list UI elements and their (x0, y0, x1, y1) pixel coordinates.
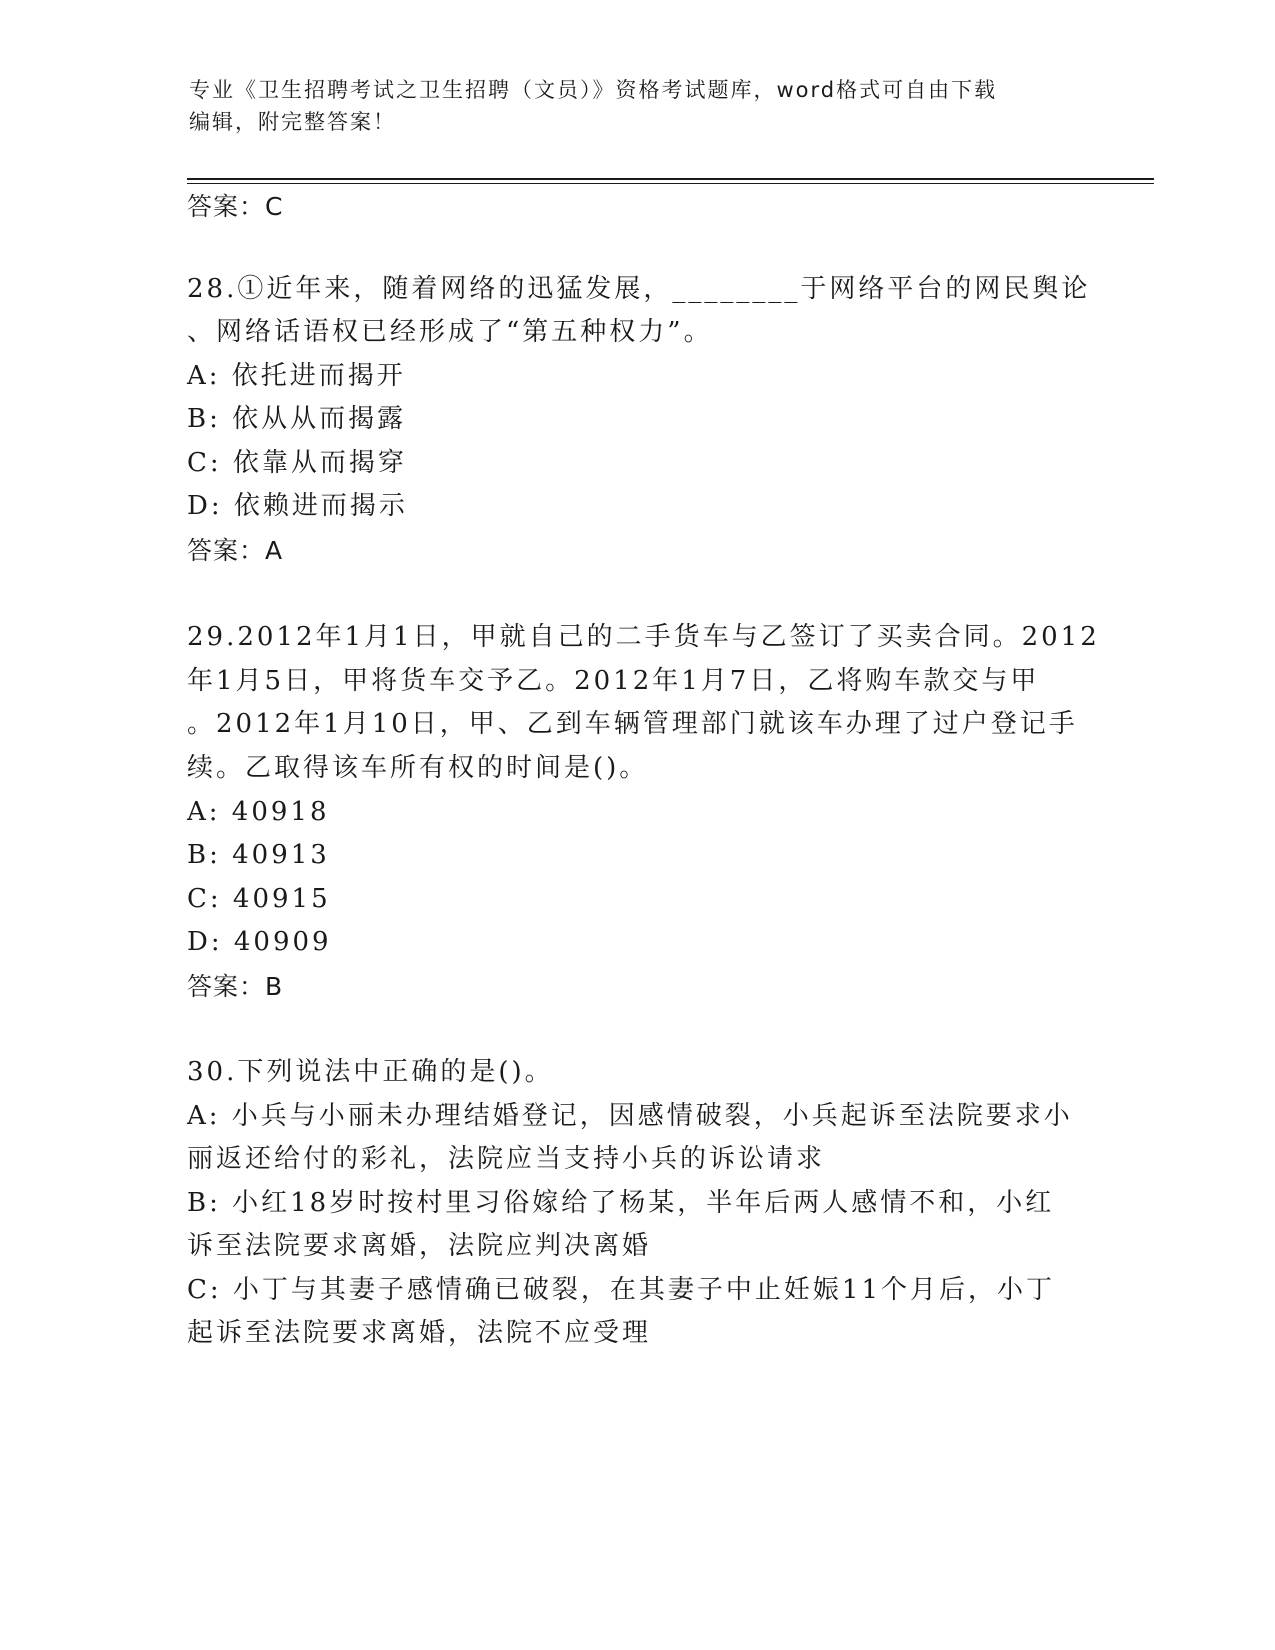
q28-option-a: A: 依托进而揭开 (187, 361, 406, 391)
q30-option-b-line-2: 诉至法院要求离婚，法院应判决离婚 (187, 1231, 652, 1261)
q28-option-c: C: 依靠从而揭穿 (187, 448, 407, 478)
q29-stem-line-3: 。2012年1月10日，甲、乙到车辆管理部门就该车办理了过户登记手 (187, 709, 1078, 739)
q30-option-a-line-1: A: 小兵与小丽未办理结婚登记，因感情破裂，小兵起诉至法院要求小 (187, 1101, 1073, 1131)
answer-prev: 答案：C (187, 192, 284, 221)
q29-option-b: B: 40913 (187, 840, 330, 870)
q29-option-d: D: 40909 (187, 927, 332, 957)
q29-option-c: C: 40915 (187, 884, 331, 914)
q28-answer: 答案：A (187, 536, 284, 565)
header-divider-thin (187, 183, 1154, 184)
q29-stem-line-1: 29.2012年1月1日，甲就自己的二手货车与乙签订了买卖合同。2012 (187, 622, 1100, 652)
q29-answer: 答案：B (187, 972, 284, 1001)
q29-stem-line-2: 年1月5日，甲将货车交予乙。2012年1月7日，乙将购车款交与甲 (187, 666, 1040, 696)
q30-option-c-line-1: C: 小丁与其妻子感情确已破裂，在其妻子中止妊娠11个月后，小丁 (187, 1275, 1056, 1305)
page-header (189, 74, 1069, 138)
header-divider (187, 178, 1154, 180)
q28-stem-line-2: 、网络话语权已经形成了“第五种权力”。 (187, 317, 713, 347)
q29-stem-line-4: 续。乙取得该车所有权的时间是()。 (187, 753, 649, 783)
q28-option-b: B: 依从从而揭露 (187, 404, 407, 434)
q30-option-a-line-2: 丽返还给付的彩礼，法院应当支持小兵的诉讼请求 (187, 1144, 826, 1174)
q28-stem-line-1: 28.①近年来，随着网络的迅猛发展，________于网络平台的网民舆论 (187, 274, 1091, 304)
q28-option-d: D: 依赖进而揭示 (187, 491, 408, 521)
header-line-1: 专业《卫生招聘考试之卫生招聘（文员）》资格考试题库，word格式可自由下载 (189, 78, 998, 102)
q30-stem-line-1: 30.下列说法中正确的是()。 (187, 1057, 554, 1087)
header-line-2: 编辑，附完整答案！ (189, 110, 396, 134)
q30-option-b-line-1: B: 小红18岁时按村里习俗嫁给了杨某，半年后两人感情不和，小红 (187, 1188, 1055, 1218)
q29-option-a: A: 40918 (187, 797, 330, 827)
q30-option-c-line-2: 起诉至法院要求离婚，法院不应受理 (187, 1318, 652, 1348)
